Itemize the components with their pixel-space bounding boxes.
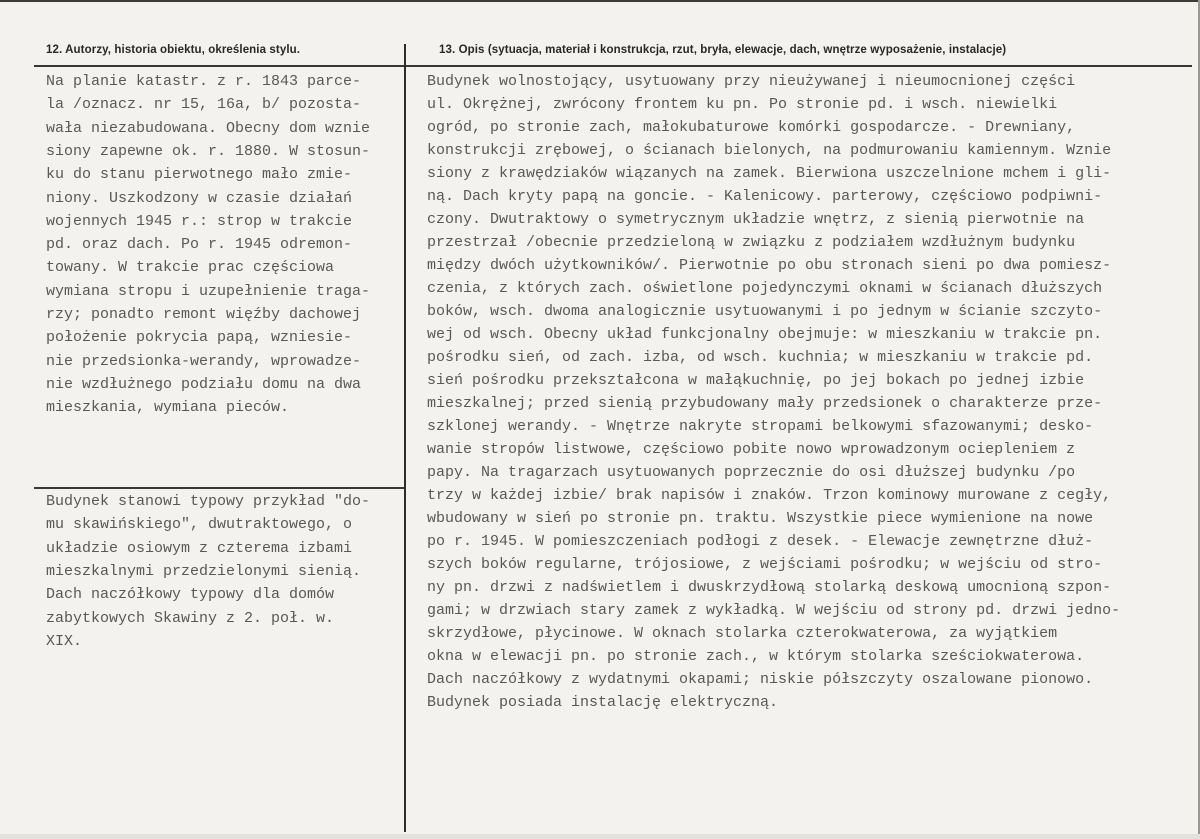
text-line-content: ogród, po stronie zach, małokubaturowe komórki gospodarcze. - Drewniany, — [427, 119, 1076, 136]
text-line-content: sień pośrodku przekształcona w małąkuchnię, po jej bokach po jednej izbie — [427, 372, 1085, 389]
text-line-content: towany. W trakcie prac częściowa — [46, 259, 335, 277]
text-line-content: przestrzał /obecnie przedzieloną w związku z podziałem wzdłużnym budynku — [427, 234, 1076, 251]
text-line-content: Dach naczółkowy typowy dla domów — [46, 586, 335, 604]
page-top-edge — [0, 0, 1200, 2]
text-line-content: ul. Okrężnej, zwrócony frontem ku pn. Po stronie pd. i wsch. niewielki — [427, 96, 1058, 113]
text-line-content: la /oznacz. nr 15, 16a, b/ pozosta- — [46, 96, 362, 114]
text-line-content: boków, wsch. dwoma analogicznie usytuowanymi i po jednym w ścianie szczyto- — [427, 303, 1103, 320]
header-rule — [34, 65, 1192, 67]
text-line-content: wej od wsch. Obecny układ funkcjonalny obejmuje: w mieszkaniu w trakcie pn. — [427, 326, 1103, 343]
text-line-content: po r. 1945. W pomieszczeniach podłogi z desek. - Elewacje zewnętrzne dłuż- — [427, 533, 1094, 550]
text-line-content: Dach naczółkowy z wydatnymi okapami; niskie półszczyty oszalowane pionowo. — [427, 671, 1094, 688]
text-line-content: gami; w drzwiach stary zamek z wykładką. W wejściu od strony pd. drzwi jedno- — [427, 602, 1121, 619]
column-divider — [404, 44, 406, 832]
text-line-content: wymiana stropu i uzupełnienie traga- — [46, 282, 371, 300]
text-line-content: wanie stropów listwowe, częściowo pobite nowo wprowadzonym ociepleniem z — [427, 441, 1076, 458]
text-line-content: szych boków regularne, trójosiowe, z wejściami pośrodku; w wejściu od stro- — [427, 556, 1103, 573]
text-line-content: szklonej werandy. - Wnętrze nakryte stropami belkowymi sfazowanymi; desko- — [427, 418, 1094, 435]
text-line-content: czony. Dwutraktowy o symetrycznym układzie wnętrz, z sienią pierwotnie na — [427, 211, 1085, 228]
text-line-content: wojennych 1945 r.: strop w trakcie — [46, 212, 353, 230]
text-line-content: pośrodku sień, od zach. izba, od wsch. kuchnia; w mieszkaniu w trakcie pd. — [427, 349, 1094, 366]
text-line-content: XIX. — [46, 632, 83, 650]
section-12-header: 12. Autorzy, historia obiektu, określenia stylu. — [46, 44, 301, 56]
text-line-content: Budynek stanowi typowy przykład "do- — [46, 493, 371, 510]
text-line-content: trzy w każdej izbie/ brak napisów i znaków. Trzon kominowy murowane z cegły, — [427, 487, 1112, 504]
text-line-content: mieszkalnej; przed sienią przybudowany mały przedsionek o charakterze prze- — [427, 395, 1103, 412]
text-line-content: niony. Uszkodzony w czasie działań — [46, 189, 353, 207]
text-line-content: pd. oraz dach. Po r. 1945 odremon- — [46, 236, 353, 254]
text-line-content: nie przedsionka-werandy, wprowadze- — [46, 352, 362, 370]
text-line-content: zabytkowych Skawiny z 2. poł. w. — [46, 609, 335, 627]
text-line-content: nie wzdłużnego podziału domu na dwa — [46, 375, 362, 393]
text-line-content: ny pn. drzwi z nadświetlem i dwuskrzydłową stolarką deskową umocnioną szpon- — [427, 579, 1112, 596]
text-line-content: układzie osiowym z czterema izbami — [46, 539, 353, 557]
text-line-content: wbudowany w sień po stronie pn. traktu. Wszystkie piece wymienione na nowe — [427, 510, 1094, 527]
text-line-content: mu skawińskiego", dwutraktowego, o — [46, 516, 353, 534]
text-line-content: okna w elewacji pn. po stronie zach., w którym stolarka sześciokwaterowa. — [427, 648, 1085, 665]
text-line-content: skrzydłowe, płycinowe. W oknach stolarka czterokwaterowa, za wyjątkiem — [427, 625, 1058, 642]
left-section-divider — [34, 487, 405, 489]
text-line-content: Budynek wolnostojący, usytuowany przy nieużywanej i nieumocnionej części — [427, 73, 1076, 90]
section-13-header: 13. Opis (sytuacja, materiał i konstrukcja, rzut, bryła, elewacje, dach, wnętrze wyposażenie, instalacje) — [439, 44, 1007, 56]
text-line-content: ną. Dach kryty papą na goncie. - Kalenicowy. parterowy, częściowo podpiwni- — [427, 188, 1103, 205]
text-line-content: Budynek posiada instalację elektryczną. — [427, 694, 779, 711]
page-bottom-edge — [0, 834, 1200, 839]
text-line-content: mieszkania, wymiana pieców. — [46, 399, 290, 417]
text-line-content: mieszkalnymi przedzielonymi sienią. — [46, 562, 362, 580]
text-line-content: siony z krawędziaków wiązanych na zamek. Bierwiona uszczelnione mchem i gli- — [427, 165, 1112, 182]
text-line-content: Na planie katastr. z r. 1843 parce- — [46, 73, 362, 90]
text-line-content: położenie pokrycia papą, wzniesie- — [46, 329, 353, 347]
text-line-content: rzy; ponadto remont więźby dachowej — [46, 306, 362, 323]
text-line-content: wała niezabudowana. Obecny dom wznie — [46, 119, 371, 137]
text-line-content: papy. Na tragarzach usytuowanych poprzecznie do osi dłuższej budynku /po — [427, 464, 1076, 481]
text-line-content: konstrukcji zrębowej, o ścianach bielonych, na podmurowaniu kamiennym. Wznie — [427, 142, 1112, 159]
text-line-content: między dwóch użytkowników/. Pierwotnie po obu stronach sieni po dwa pomiesz- — [427, 257, 1112, 274]
text-line-content: czenia, z których zach. oświetlone pojedynczymi oknami w ścianach dłuższych — [427, 280, 1103, 297]
text-line-content: ku do stanu pierwotnego mało zmie- — [46, 166, 353, 184]
text-line-content: siony zapewne ok. r. 1880. W stosun- — [46, 142, 371, 160]
